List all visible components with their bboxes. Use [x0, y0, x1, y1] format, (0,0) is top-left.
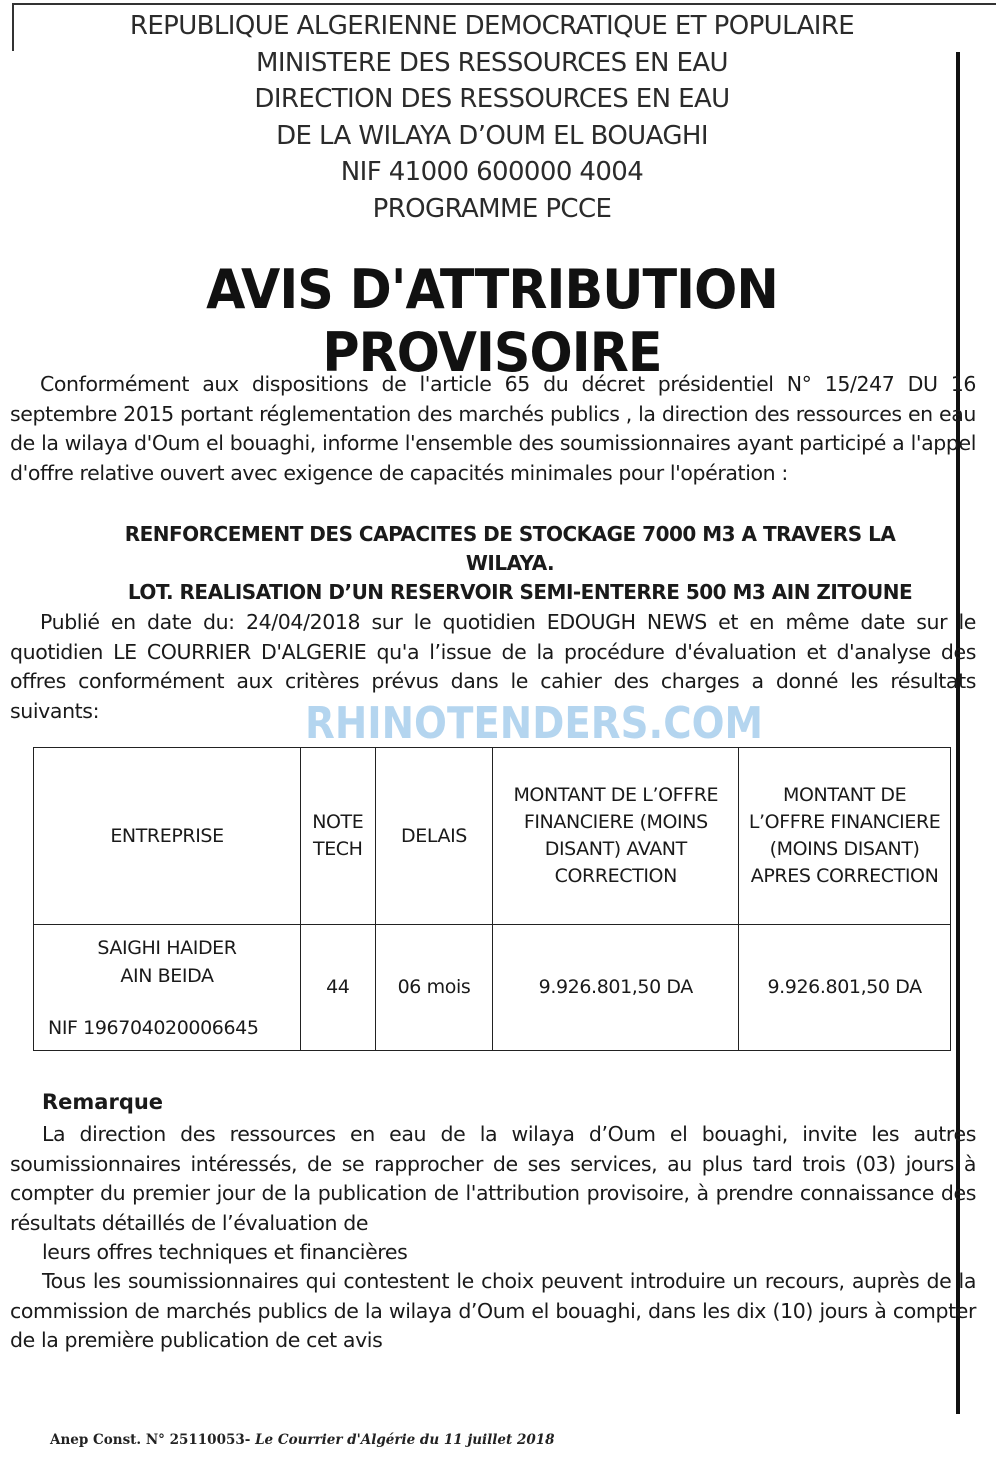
cell-montant-avant: 9.926.801,50 DA — [493, 925, 739, 1051]
header-line-direction: DIRECTION DES RESSOURCES EN EAU — [254, 84, 730, 114]
header-line-ministry: MINISTERE DES RESSOURCES EN EAU — [256, 47, 728, 78]
entreprise-name: SAIGHI HAIDER — [97, 936, 237, 959]
publication-footer — [50, 1432, 555, 1448]
operation-title-line2: WILAYA. — [465, 551, 555, 575]
header-note-tech: NOTE TECH — [300, 748, 375, 925]
publication-paragraph: Publié en date du: 24/04/2018 sur le quotidien EDOUGH NEWS et en même date sur le quotidien LE COURRIER D'ALGERIE qu'a l’issue de la procédure d'évaluation et d'analyse des offres conformément aux critères prévus dans le cahier des charges a donné les résultats suivants: — [10, 610, 976, 723]
issuer-header — [0, 8, 984, 227]
header-line-wilaya: DE LA WILAYA D’OUM EL BOUAGHI — [276, 120, 708, 151]
remark-paragraph-text: La direction des ressources en eau de la wilaya d’Oum el bouaghi, invite les autres soumissionnaires intéressés, de se rapprocher de ses services, au plus tard trois (03) jours à compter du premier jour de la publication de l'attribution provisoire, à prendre connaissance des résultats détaillés de l’évaluation de — [10, 1122, 976, 1235]
entreprise-nif: NIF 196704020006645 — [48, 1016, 259, 1039]
operation-title-line1: RENFORCEMENT DES CAPACITES DE STOCKAGE 7000 M3 A TRAVERS LA — [124, 522, 896, 546]
remark-paragraph — [10, 1120, 976, 1268]
remark-paragraph-end: leurs offres techniques et financières — [42, 1240, 408, 1264]
header-line-programme: PROGRAMME PCCE — [372, 193, 612, 224]
cell-entreprise — [34, 925, 301, 1051]
cell-montant-apres: 9.926.801,50 DA — [739, 925, 951, 1051]
results-table — [33, 747, 951, 1051]
cell-note-tech: 44 — [300, 925, 375, 1051]
recourse-paragraph: Tous les soumissionnaires qui contestent le choix peuvent introduire un recours, auprès de la commission de marchés publics de la wilaya d’Oum el bouaghi, dans les dix (10) jours à compter de la première publication de cet avis — [10, 1269, 976, 1352]
cell-delais: 06 mois — [375, 925, 493, 1051]
header-line-nif: NIF 41000 600000 4004 — [340, 157, 644, 187]
notice-title: AVIS D'ATTRIBUTION PROVISOIRE — [206, 258, 778, 384]
footer-source: Le Courrier d'Algérie du 11 juillet 2018 — [255, 1432, 555, 1448]
top-border-rule — [12, 3, 996, 5]
results-header-row — [34, 748, 951, 925]
watermark: RHINOTENDERS.COM — [305, 698, 764, 749]
table-row — [34, 925, 951, 1051]
intro-paragraph: Conformément aux dispositions de l'article 65 du décret présidentiel N° 15/247 DU 16 septembre 2015 portant réglementation des marchés publics , la direction des ressources en eau de la wilaya d'Oum el bouaghi, informe l'ensemble des soumissionnaires ayant participé a l'appel d'offre relative ouvert avec exigence de capacités minimales pour l'opération : — [10, 372, 976, 485]
header-delais: DELAIS — [375, 748, 493, 925]
header-line-republic: REPUBLIQUE ALGERIENNE DEMOCRATIQUE ET POPULAIRE — [129, 11, 855, 41]
remark-title: Remarque — [42, 1090, 164, 1114]
header-montant-avant: MONTANT DE L’OFFRE FINANCIERE (MOINS DISANT) AVANT CORRECTION — [493, 748, 739, 925]
footer-ref: Anep Const. N° 25110053- — [50, 1432, 251, 1448]
entreprise-city: AIN BEIDA — [120, 964, 214, 987]
lot-title: LOT. REALISATION D’UN RESERVOIR SEMI-ENTERRE 500 M3 AIN ZITOUNE — [127, 580, 913, 604]
header-montant-apres: MONTANT DE L’OFFRE FINANCIERE (MOINS DISANT) APRES CORRECTION — [739, 748, 951, 925]
header-entreprise: ENTREPRISE — [34, 748, 301, 925]
